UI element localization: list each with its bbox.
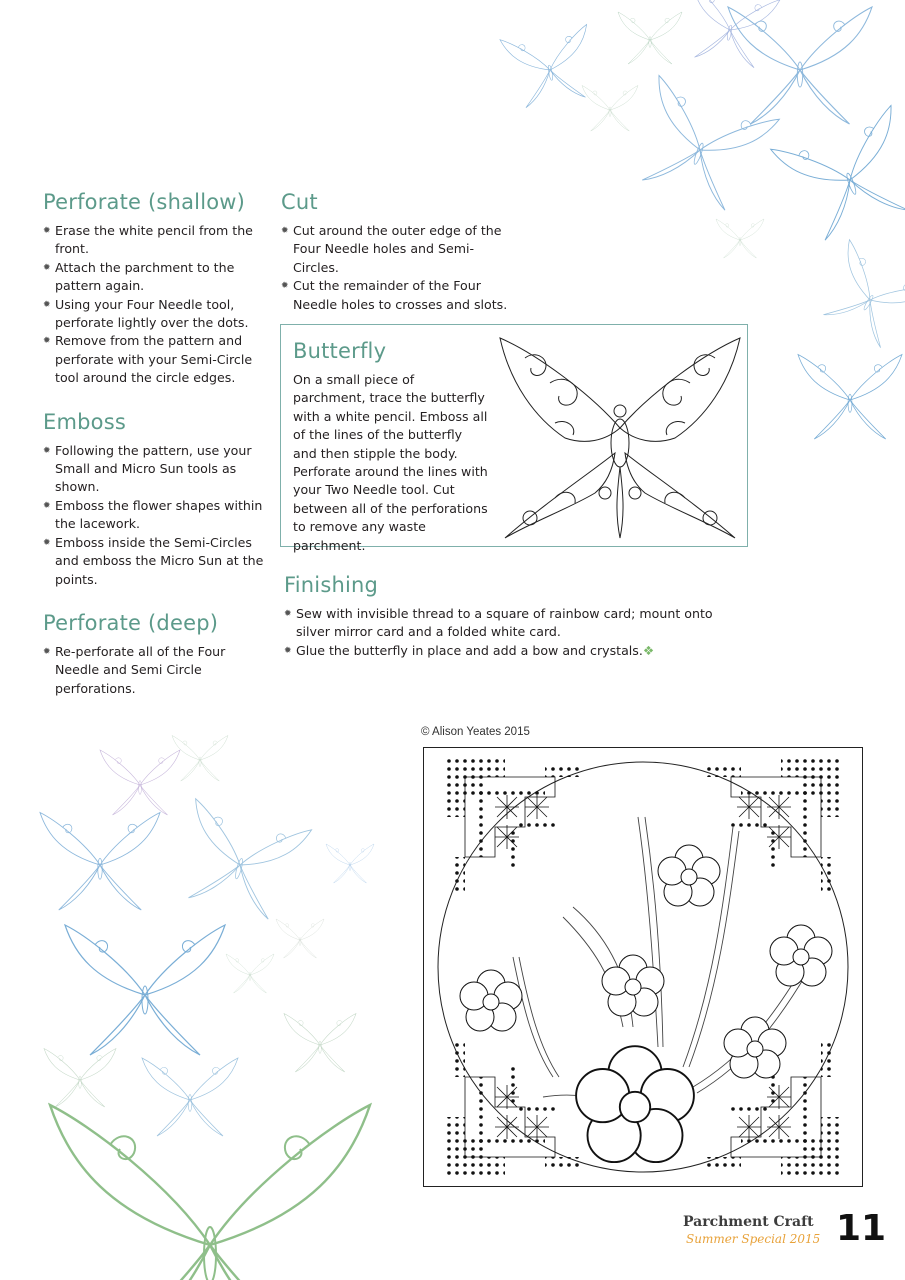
list-item: ✹ Cut around the outer edge of the Four Needle holes and Semi-Circles. [281, 222, 511, 277]
section-perforate-shallow [43, 190, 273, 388]
heading-perforate-deep: Perforate (deep) [43, 610, 219, 635]
heading-perforate-shallow: Perforate (shallow) [43, 190, 246, 214]
heading-finishing: Finishing [284, 573, 379, 597]
heading-cut: Cut [281, 190, 318, 214]
butterfly-instructions: On a small piece of parchment, trace the butterfly with a white pencil. Emboss all of the lines of the butterfly and then stipple the body. Perforate around the lines with your Two Needle tool. Cut between all of the perforations to remove any waste parchment. [293, 372, 488, 553]
list-item: ✹ Sew with invisible thread to a square of rainbow card; mount onto silver mirror card and a folded white card. [284, 605, 734, 642]
magazine-title: Parchment Craft [683, 1214, 814, 1230]
list-emboss [43, 442, 273, 589]
heading-butterfly: Butterfly [293, 339, 387, 363]
butterfly-pattern-illustration [495, 333, 745, 543]
parchment-pattern-illustration [423, 747, 863, 1187]
list-item: ✹ Cut the remainder of the Four Needle holes to crosses and slots. [281, 277, 511, 314]
list-item: ✹ Attach the parchment to the pattern again. [43, 259, 273, 296]
list-finishing [284, 605, 734, 660]
section-perforate-deep [43, 611, 273, 698]
list-item: ✹ Following the pattern, use your Small and Micro Sun tools as shown. [43, 442, 273, 497]
list-item: ✹ Using your Four Needle tool, perforate lightly over the dots. [43, 296, 273, 333]
list-item: ✹ Emboss the flower shapes within the lacework. [43, 497, 273, 534]
magazine-issue: Summer Special 2015 [686, 1232, 821, 1246]
list-perforate-deep [43, 643, 273, 698]
section-finishing [284, 573, 734, 660]
heading-emboss: Emboss [43, 409, 126, 434]
list-item: ✹ Remove from the pattern and perforate with your Semi-Circle tool around the circle edges. [43, 332, 273, 387]
page-number: 11 [836, 1208, 887, 1249]
butterfly-box [280, 324, 748, 553]
list-item [284, 642, 734, 660]
list-item: ✹ Erase the white pencil from the front. [43, 222, 273, 259]
end-mark-icon: ❖ [642, 642, 655, 658]
left-column [43, 190, 273, 720]
section-cut [281, 190, 511, 314]
decorative-butterflies-bottom [20, 725, 410, 1280]
list-cut [281, 222, 511, 314]
list-perforate-shallow [43, 222, 273, 388]
section-emboss [43, 410, 273, 589]
list-item: ✹ Emboss inside the Semi-Circles and emboss the Micro Sun at the points. [43, 534, 273, 589]
copyright: © Alison Yeates 2015 [421, 726, 530, 738]
list-item-text: Glue the butterfly in place and add a bow and crystals. [296, 642, 643, 658]
list-item: ✹ Re-perforate all of the Four Needle and Semi Circle perforations. [43, 643, 273, 698]
